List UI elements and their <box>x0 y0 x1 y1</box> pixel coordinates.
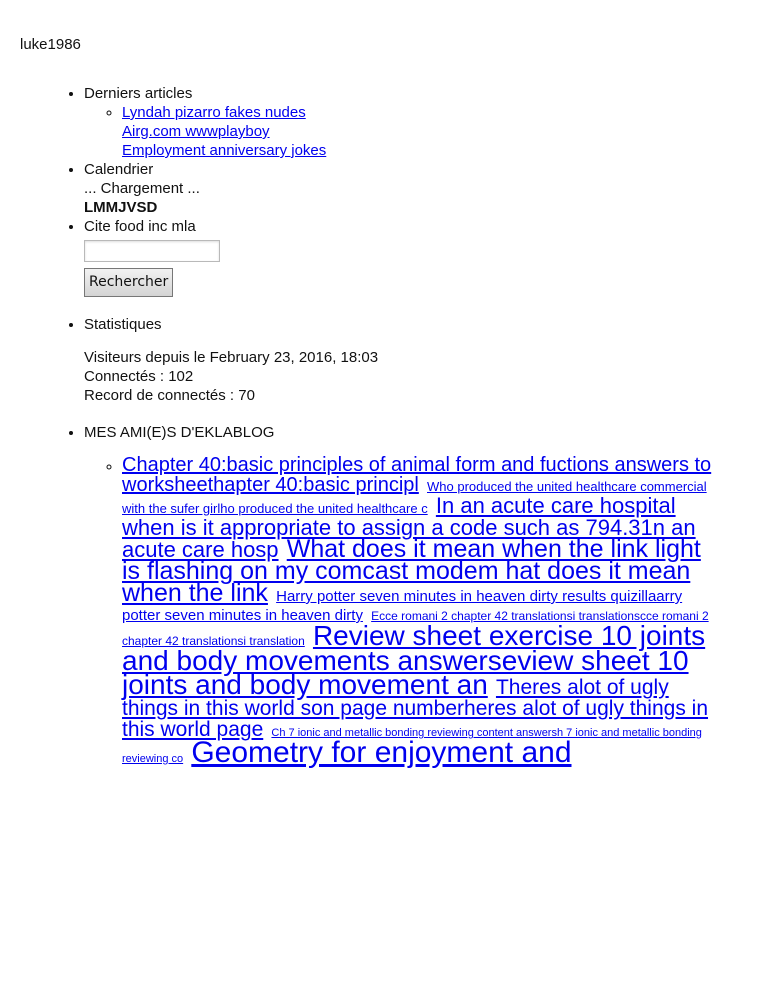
tag-link[interactable]: Theres alot of ugly things in this world son page numberheres alot of ugly things in this world page <box>122 676 709 741</box>
recent-articles-list <box>84 103 734 160</box>
tag-link[interactable]: Who produced the united healthcare commercial with the sufer girlho produced the united healthcare c <box>122 479 707 516</box>
widget-heading: • Calendrier <box>84 161 154 178</box>
widget-friends <box>84 423 734 769</box>
stats-connected: Connectés : 102 <box>84 368 194 385</box>
tag-link[interactable]: Chapter 40:basic principles of animal form and fuctions answers to worksheethapter 40:basic principl <box>122 454 712 496</box>
widget-heading: • MES AMI(E)S D'EKLABLOG <box>84 424 275 441</box>
widget-search <box>84 217 734 297</box>
recent-article-item <box>122 103 734 122</box>
calendar-loading: ... Chargement ... <box>84 180 200 197</box>
tag-cloud-list <box>84 456 734 769</box>
tag-link[interactable]: Ecce romani 2 chapter 42 translationsi translationscce romani 2 chapter 42 translationsi translation <box>122 609 709 648</box>
widget-heading: • Cite food inc mla <box>84 218 196 235</box>
tag-link[interactable]: Review sheet exercise 10 joints and body movements answerseview sheet 10 joints and body movement an <box>122 620 706 700</box>
calendar-days: LMMJVSD <box>84 199 158 216</box>
widget-recent-articles <box>84 84 734 160</box>
recent-article-item <box>122 141 734 160</box>
tag-link[interactable]: What does it mean when the link light is flashing on my comcast modem hat does it mean when the link <box>122 535 701 607</box>
tag-cloud <box>122 456 722 769</box>
widget-heading: Derniers articles <box>84 85 193 102</box>
recent-article-link-3[interactable]: Employment anniversary jokes <box>122 142 327 159</box>
tag-link[interactable]: Geometry for enjoyment and <box>191 736 572 769</box>
recent-article-link-1[interactable]: Lyndah pizarro fakes nudes <box>122 104 306 121</box>
sidebar-widgets <box>50 84 734 769</box>
search-button[interactable]: Rechercher <box>84 268 173 297</box>
recent-article-item <box>122 122 734 141</box>
stats-record: Record de connectés : 70 <box>84 387 255 404</box>
stats-block <box>84 348 734 405</box>
site-title: luke1986 <box>20 36 81 53</box>
tag-link[interactable]: Ch 7 ionic and metallic bonding reviewing content answersh 7 ionic and metallic bonding reviewing co <box>122 727 702 765</box>
widget-calendar <box>84 160 734 217</box>
widget-statistics <box>84 315 734 405</box>
widget-heading: • Statistiques <box>84 316 162 333</box>
search-input[interactable] <box>84 240 220 262</box>
stats-visitors: Visiteurs depuis le February 23, 2016, 18:03 <box>84 349 379 366</box>
recent-article-link-2[interactable]: Airg.com wwwplayboy <box>122 123 270 140</box>
tag-link[interactable]: Harry potter seven minutes in heaven dirty results quizillaarry potter seven minutes in heaven dirty <box>122 588 683 624</box>
tag-link[interactable]: In an acute care hospital when is it appropriate to assign a code such as 794.31n an acute care hosp <box>122 493 696 562</box>
